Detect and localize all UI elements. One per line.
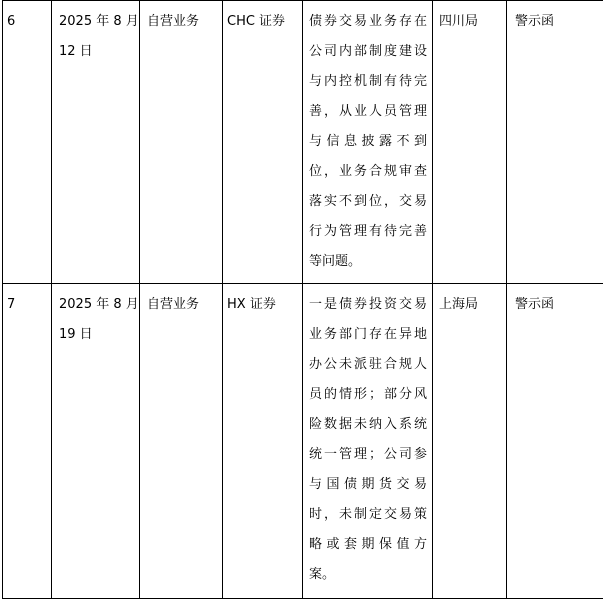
issue-line: 略或套期保值方 [309, 537, 427, 552]
regulator: 上海局 [439, 297, 479, 312]
measure-cell [507, 1, 603, 284]
issue-line: 善，从业人员管理 [309, 104, 427, 119]
measure: 警示函 [515, 14, 555, 29]
issue-line: 公司内部制度建设 [309, 44, 427, 59]
issue-line: 债券交易业务存在 [309, 14, 427, 29]
date-line: 2025 年 8 月 [59, 14, 139, 29]
measure: 警示函 [515, 297, 555, 312]
date-cell [52, 1, 140, 284]
row-number: 7 [7, 297, 16, 312]
issue-line: 险数据未纳入系统 [309, 417, 427, 432]
issue-line: 办公未派驻合规人 [309, 357, 427, 372]
issue-line: 与信息披露不到 [309, 134, 427, 149]
issue-line: 统一管理；公司参 [309, 447, 427, 462]
date-cell [52, 284, 140, 599]
regulator-cell [433, 284, 507, 599]
issue-line: 落实不到位，交易 [309, 194, 427, 209]
issue-line: 员的情形；部分风 [309, 387, 427, 402]
issue-line: 位，业务合规审查 [309, 164, 427, 179]
firm-cell [223, 1, 303, 284]
table-row [3, 284, 603, 599]
issue-line: 案。 [309, 567, 336, 582]
issue-line: 时，未制定交易策 [309, 507, 427, 522]
regulator-cell [433, 1, 507, 284]
issue-line: 与内控机制有待完 [309, 74, 427, 89]
regulator: 四川局 [439, 14, 479, 29]
business-type: 自营业务 [147, 297, 200, 312]
firm-cell [223, 284, 303, 599]
date-line: 2025 年 8 月 [59, 297, 139, 312]
business-type: 自营业务 [147, 14, 200, 29]
issue-line: 行为管理有待完善 [309, 224, 427, 239]
issue-line: 等问题。 [309, 254, 362, 269]
issue-line: 与国债期货交易 [309, 477, 427, 492]
date-line: 12 日 [59, 44, 93, 59]
row-number: 6 [7, 14, 16, 29]
business-type-cell [140, 284, 223, 599]
firm-name: CHC 证券 [227, 14, 286, 29]
firm-name: HX 证券 [227, 297, 276, 312]
measure-cell [507, 284, 603, 599]
penalty-records-table [2, 0, 603, 599]
issue-description-cell [303, 1, 433, 284]
business-type-cell [140, 1, 223, 284]
issue-line: 一是债券投资交易 [309, 297, 427, 312]
date-line: 19 日 [59, 327, 93, 342]
issue-description-cell [303, 284, 433, 599]
row-number-cell [3, 284, 52, 599]
row-number-cell [3, 1, 52, 284]
table-row [3, 1, 603, 284]
issue-line: 业务部门存在异地 [309, 327, 427, 342]
